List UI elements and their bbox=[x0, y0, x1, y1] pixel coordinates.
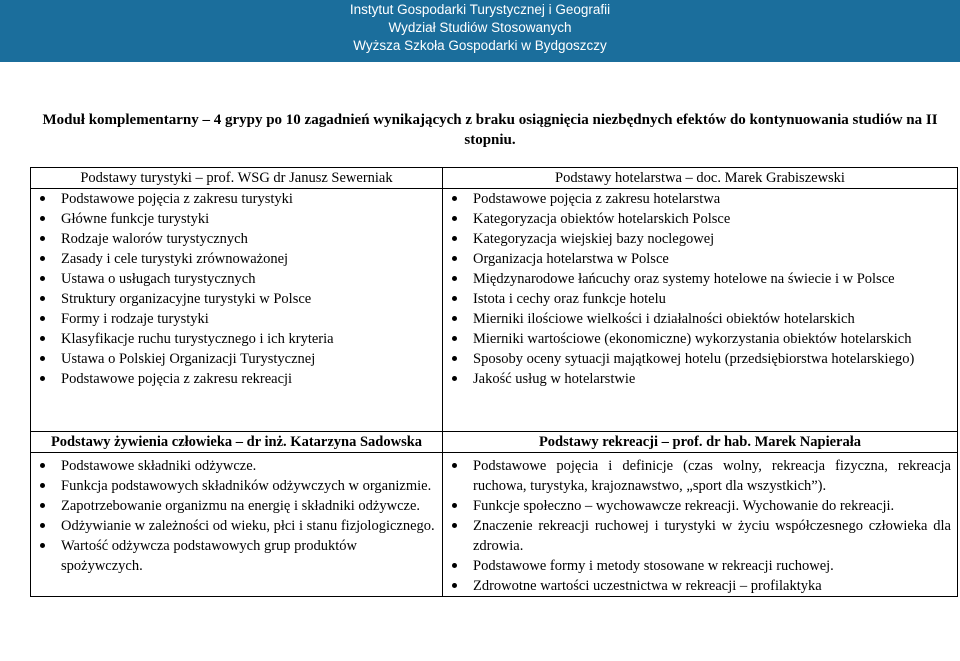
nutrition-list-cell bbox=[31, 453, 443, 597]
nutrition-section-title: Podstawy żywienia człowieka – dr inż. Katarzyna Sadowska bbox=[50, 434, 423, 450]
list-item: Podstawowe pojęcia z zakresu turystyki bbox=[31, 189, 436, 209]
list-item: Zdrowotne wartości uczestnictwa w rekreacji – profilaktyka bbox=[443, 576, 951, 596]
header-line-university: Wyższa Szkoła Gospodarki w Bydgoszczy bbox=[353, 38, 607, 53]
header-line-faculty: Wydział Studiów Stosowanych bbox=[388, 20, 572, 35]
list-item: Kategoryzacja obiektów hotelarskich Polsce bbox=[443, 209, 951, 229]
tourism-section-title: Podstawy turystyki – prof. WSG dr Janusz Sewerniak bbox=[80, 170, 393, 186]
list-item: Formy i rodzaje turystyki bbox=[31, 309, 436, 329]
recreation-list-cell bbox=[443, 453, 958, 597]
list-item: Znaczenie rekreacji ruchowej i turystyki w życiu współczesnego człowieka dla zdrowia. bbox=[443, 516, 951, 556]
table-row-titles-bottom bbox=[31, 432, 958, 453]
list-item: Podstawowe formy i metody stosowane w rekreacji ruchowej. bbox=[443, 556, 951, 576]
list-item: Jakość usług w hotelarstwie bbox=[443, 369, 951, 389]
header-line-institute: Instytut Gospodarki Turystycznej i Geografii bbox=[349, 2, 611, 17]
list-item: Międzynarodowe łańcuchy oraz systemy hotelowe na świecie i w Polsce bbox=[443, 269, 951, 289]
table-row-titles-top bbox=[31, 168, 958, 189]
table-row-content-bottom bbox=[31, 453, 958, 597]
module-title: Moduł komplementarny – 4 grypy po 10 zagadnień wynikających z braku osiągnięcia niezbędnych efektów do kontynuowania studiów na II stopniu. bbox=[42, 112, 938, 148]
list-item: Odżywianie w zależności od wieku, płci i stanu fizjologicznego. bbox=[31, 516, 436, 536]
topics-table bbox=[30, 167, 958, 597]
nutrition-title-cell bbox=[31, 432, 443, 453]
list-item: Funkcje społeczno – wychowawcze rekreacji. Wychowanie do rekreacji. bbox=[443, 496, 951, 516]
list-item: Kategoryzacja wiejskiej bazy noclegowej bbox=[443, 229, 951, 249]
institute-header bbox=[0, 0, 960, 62]
list-item: Rodzaje walorów turystycznych bbox=[31, 229, 436, 249]
list-item: Zasady i cele turystyki zrównoważonej bbox=[31, 249, 436, 269]
recreation-topic-list bbox=[443, 453, 957, 596]
recreation-title-cell bbox=[443, 432, 958, 453]
list-item: Podstawowe pojęcia z zakresu hotelarstwa bbox=[443, 189, 951, 209]
list-item: Istota i cechy oraz funkcje hotelu bbox=[443, 289, 951, 309]
list-item: Ustawa o usługach turystycznych bbox=[31, 269, 436, 289]
tourism-topic-list bbox=[31, 189, 442, 389]
tourism-list-cell bbox=[31, 189, 443, 432]
list-item: Ustawa o Polskiej Organizacji Turystycznej bbox=[31, 349, 436, 369]
list-item: Klasyfikacje ruchu turystycznego i ich kryteria bbox=[31, 329, 436, 349]
list-item: Podstawowe pojęcia i definicje (czas wolny, rekreacja fizyczna, rekreacja ruchowa, turystyka, krajoznawstwo, „sport dla wszystkich”). bbox=[443, 456, 951, 496]
list-item: Organizacja hotelarstwa w Polsce bbox=[443, 249, 951, 269]
hotel-section-title: Podstawy hotelarstwa – doc. Marek Grabiszewski bbox=[555, 170, 845, 186]
list-item: Podstawowe pojęcia z zakresu rekreacji bbox=[31, 369, 436, 389]
list-item: Zapotrzebowanie organizmu na energię i składniki odżywcze. bbox=[31, 496, 436, 516]
list-item: Sposoby oceny sytuacji majątkowej hotelu (przedsiębiorstwa hotelarskiego) bbox=[443, 349, 951, 369]
list-item: Wartość odżywcza podstawowych grup produktów spożywczych. bbox=[31, 536, 436, 576]
nutrition-topic-list bbox=[31, 453, 442, 576]
list-item: Funkcja podstawowych składników odżywczych w organizmie. bbox=[31, 476, 436, 496]
list-item: Mierniki wartościowe (ekonomiczne) wykorzystania obiektów hotelarskich bbox=[443, 329, 951, 349]
list-item: Główne funkcje turystyki bbox=[31, 209, 436, 229]
tourism-title-cell bbox=[31, 168, 443, 189]
recreation-section-title: Podstawy rekreacji – prof. dr hab. Marek Napierała bbox=[538, 434, 862, 450]
table-row-content-top bbox=[31, 189, 958, 432]
list-item: Mierniki ilościowe wielkości i działalności obiektów hotelarskich bbox=[443, 309, 951, 329]
list-item: Struktury organizacyjne turystyki w Polsce bbox=[31, 289, 436, 309]
hotel-topic-list bbox=[443, 189, 957, 389]
list-item: Podstawowe składniki odżywcze. bbox=[31, 456, 436, 476]
hotel-list-cell bbox=[443, 189, 958, 432]
hotel-title-cell bbox=[443, 168, 958, 189]
